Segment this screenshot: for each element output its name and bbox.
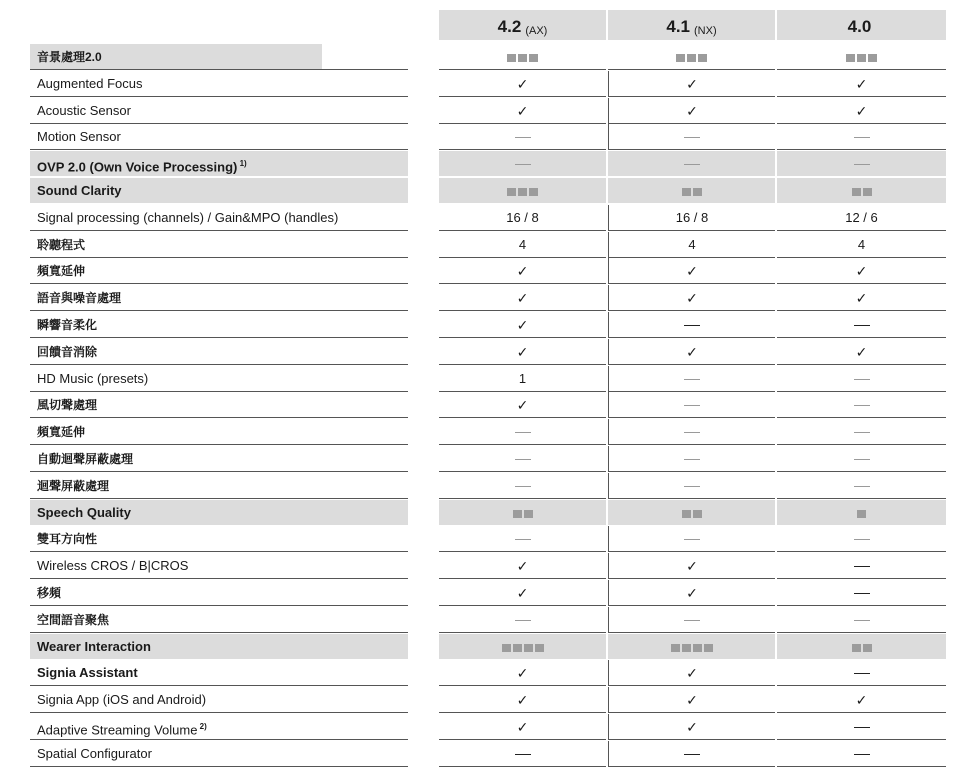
row-label: [30, 285, 408, 311]
checkmark-icon: ✓: [855, 290, 868, 306]
rating-bar: [529, 54, 538, 62]
rating-bar: [687, 54, 696, 62]
row-value-col-3: [777, 98, 946, 124]
row-label-text: 迴聲屏蔽處理: [37, 479, 110, 493]
cell-value: 16 / 8: [675, 210, 709, 225]
rating-bars-icon: [845, 45, 878, 71]
row-value-col-1: [439, 741, 606, 767]
row-label-text: 頻寬延伸: [37, 425, 86, 439]
cell-value: 16 / 8: [506, 210, 539, 225]
row-value-col-2: [608, 151, 775, 177]
row-value-col-3: [777, 285, 946, 311]
rating-bar: [857, 54, 866, 62]
row-label: [30, 178, 408, 204]
row-value-col-2: [608, 607, 775, 633]
row-value-col-3: [777, 446, 946, 472]
not-available-dash-icon: [515, 164, 531, 165]
row-label-text: Wearer Interaction: [37, 639, 151, 654]
not-available-dash-icon: [684, 164, 700, 165]
row-value-col-1: [439, 687, 606, 713]
checkmark-icon: ✓: [686, 665, 698, 681]
table-row: [30, 634, 946, 661]
not-available-dash-icon: [684, 432, 700, 433]
row-value-col-2: [608, 741, 775, 767]
row-label: [30, 232, 408, 258]
rating-bar: [529, 188, 538, 196]
cell-value: 1: [518, 371, 527, 386]
rating-bar: [676, 54, 685, 62]
row-value-col-2: [608, 419, 775, 445]
row-value-col-3: [777, 339, 946, 365]
rating-bars-icon: [670, 635, 714, 661]
row-label-text: Spatial Configurator: [37, 746, 152, 761]
row-value-col-1: [439, 580, 606, 606]
row-label-text: 雙耳方向性: [37, 532, 98, 546]
row-value-col-1: [439, 205, 606, 231]
row-value-col-1: [439, 151, 606, 177]
not-available-dash-icon: [854, 379, 870, 380]
row-label: [30, 151, 408, 177]
checkmark-icon: ✓: [516, 397, 529, 413]
row-label-text: 頻寬延伸: [37, 264, 86, 278]
row-value-col-3: [777, 553, 946, 579]
row-value-col-1: [439, 258, 606, 284]
row-label-text: 回饋音消除: [37, 345, 98, 359]
not-available-dash-icon: [854, 405, 870, 406]
rating-bar: [518, 54, 527, 62]
row-label-text: Wireless CROS / B|CROS: [37, 558, 189, 573]
row-label-text: 移頻: [37, 586, 62, 600]
checkmark-icon: ✓: [686, 585, 698, 601]
column-header-main: 4.2: [497, 17, 522, 36]
row-value-col-2: [608, 339, 775, 365]
rating-bar: [535, 644, 544, 652]
not-available-dash-icon: [684, 459, 700, 460]
checkmark-icon: ✓: [516, 263, 529, 279]
row-value-col-2: [608, 634, 775, 660]
row-label: [30, 312, 408, 338]
checkmark-icon: ✓: [686, 719, 698, 735]
row-value-col-2: [608, 660, 775, 686]
row-value-col-3: [777, 660, 946, 686]
row-value-col-3: [777, 500, 946, 526]
row-value-col-1: [439, 366, 606, 392]
row-label-text: 自動迴聲屏蔽處理: [37, 452, 134, 466]
rating-bar: [524, 510, 533, 518]
checkmark-icon: ✓: [855, 76, 868, 92]
row-value-col-2: [608, 178, 775, 204]
rating-bars-icon: [501, 635, 545, 661]
rating-bar: [693, 510, 702, 518]
row-value-col-2: [608, 392, 775, 418]
row-label: [30, 205, 408, 231]
not-available-dash-icon: [854, 673, 870, 674]
row-value-col-1: [439, 553, 606, 579]
rating-bar: [852, 188, 861, 196]
rating-bar: [518, 188, 527, 196]
row-value-col-1: [439, 392, 606, 418]
not-available-dash-icon: [854, 593, 870, 594]
checkmark-icon: ✓: [686, 558, 698, 574]
row-value-col-3: [777, 392, 946, 418]
row-value-col-2: [608, 553, 775, 579]
rating-bar: [693, 188, 702, 196]
row-value-col-3: [777, 178, 946, 204]
row-value-col-2: [608, 714, 775, 740]
not-available-dash-icon: [854, 325, 870, 326]
row-value-col-2: [608, 526, 775, 552]
footnote-marker: 1): [237, 159, 247, 168]
row-label-text: Acoustic Sensor: [37, 103, 131, 118]
table-row: [30, 741, 946, 768]
row-value-col-2: [608, 446, 775, 472]
row-label-text: HD Music (presets): [37, 371, 149, 386]
row-value-col-1: [439, 44, 606, 70]
row-label: [30, 660, 408, 686]
checkmark-icon: ✓: [516, 719, 529, 735]
row-value-col-3: [777, 634, 946, 660]
not-available-dash-icon: [854, 754, 870, 755]
row-label: [30, 500, 408, 526]
not-available-dash-icon: [684, 137, 700, 138]
row-value-col-3: [777, 741, 946, 767]
checkmark-icon: ✓: [516, 344, 529, 360]
checkmark-icon: ✓: [516, 585, 529, 601]
table-row: [30, 687, 946, 714]
row-value-col-1: [439, 660, 606, 686]
row-label-text: Adaptive Streaming Volume: [37, 722, 198, 738]
not-available-dash-icon: [854, 566, 870, 567]
cell-value: 12 / 6: [845, 210, 878, 225]
rating-bar: [693, 644, 702, 652]
not-available-dash-icon: [515, 539, 531, 540]
rating-bars-icon: [512, 501, 534, 527]
row-value-col-3: [777, 151, 946, 177]
row-value-col-2: [608, 98, 775, 124]
rating-bar: [502, 644, 511, 652]
row-label-text: Motion Sensor: [37, 129, 121, 144]
row-label-text: 語音與噪音處理: [37, 291, 122, 305]
row-value-col-3: [777, 526, 946, 552]
row-label: [30, 258, 408, 284]
table-row: [30, 98, 946, 125]
row-value-col-1: [439, 339, 606, 365]
checkmark-icon: ✓: [516, 76, 529, 92]
table-row: [30, 285, 946, 312]
not-available-dash-icon: [684, 620, 700, 621]
row-value-col-2: [608, 258, 775, 284]
not-available-dash-icon: [684, 379, 700, 380]
rating-bars-icon: [851, 635, 873, 661]
row-value-col-2: [608, 580, 775, 606]
row-label: [30, 392, 408, 418]
not-available-dash-icon: [854, 459, 870, 460]
row-value-col-2: [608, 687, 775, 713]
column-header-main: 4.0: [847, 17, 872, 36]
table-row: [30, 500, 946, 527]
checkmark-icon: ✓: [686, 290, 698, 306]
checkmark-icon: ✓: [855, 103, 868, 119]
row-label: [30, 98, 408, 124]
checkmark-icon: ✓: [855, 344, 868, 360]
row-label-text: Signia App (iOS and Android): [37, 692, 207, 707]
not-available-dash-icon: [854, 164, 870, 165]
row-value-col-3: [777, 44, 946, 70]
not-available-dash-icon: [684, 486, 700, 487]
row-label-text: 瞬響音柔化: [37, 318, 98, 332]
table-row: [30, 151, 946, 178]
row-value-col-1: [439, 714, 606, 740]
checkmark-icon: ✓: [516, 558, 529, 574]
checkmark-icon: ✓: [516, 317, 529, 333]
table-row: [30, 660, 946, 687]
row-value-col-1: [439, 232, 606, 258]
not-available-dash-icon: [684, 539, 700, 540]
rating-bar: [671, 644, 680, 652]
not-available-dash-icon: [854, 486, 870, 487]
checkmark-icon: ✓: [855, 692, 868, 708]
row-label: [30, 526, 408, 552]
row-label: [30, 339, 408, 365]
row-value-col-2: [608, 366, 775, 392]
row-label: [30, 714, 408, 740]
row-value-col-2: [608, 285, 775, 311]
row-label-text: 聆聽程式: [37, 238, 86, 252]
row-value-col-3: [777, 71, 946, 97]
row-value-col-3: [777, 258, 946, 284]
rating-bar: [868, 54, 877, 62]
rating-bars-icon: [506, 45, 539, 71]
row-label: [30, 687, 408, 713]
row-value-col-1: [439, 98, 606, 124]
row-label-text: OVP 2.0 (Own Voice Processing): [37, 159, 238, 175]
row-value-col-2: [608, 44, 775, 70]
column-header-main: 4.1: [666, 17, 691, 36]
table-row: [30, 366, 946, 393]
checkmark-icon: ✓: [686, 263, 698, 279]
row-value-col-2: [608, 312, 775, 338]
rating-bar: [524, 644, 533, 652]
table-row: [30, 178, 946, 205]
not-available-dash-icon: [684, 754, 700, 755]
table-row: [30, 473, 946, 500]
not-available-dash-icon: [854, 539, 870, 540]
checkmark-icon: ✓: [686, 692, 698, 708]
table-row: [30, 71, 946, 98]
row-value-col-2: [608, 500, 775, 526]
row-value-col-3: [777, 205, 946, 231]
cell-value: 4: [688, 237, 696, 252]
table-row: [30, 419, 946, 446]
table-row: [30, 607, 946, 634]
table-row: [30, 124, 946, 151]
row-value-col-3: [777, 124, 946, 150]
row-label: [30, 580, 408, 606]
row-value-col-2: [608, 232, 775, 258]
row-value-col-1: [439, 178, 606, 204]
row-label: [30, 419, 408, 445]
footnote-marker: 2): [197, 722, 207, 731]
row-label-text: 音景處理2.0: [37, 50, 102, 64]
rating-bar: [682, 188, 691, 196]
table-row: [30, 339, 946, 366]
not-available-dash-icon: [515, 137, 531, 138]
not-available-dash-icon: [515, 432, 531, 433]
row-label-text: Signal processing (channels) / Gain&MPO (handles): [37, 210, 339, 225]
checkmark-icon: ✓: [516, 290, 529, 306]
not-available-dash-icon: [515, 620, 531, 621]
rating-bar: [846, 54, 855, 62]
row-value-col-3: [777, 232, 946, 258]
not-available-dash-icon: [515, 754, 531, 755]
rating-bar: [507, 54, 516, 62]
cell-value: 4: [518, 237, 527, 252]
row-label: [30, 44, 408, 70]
row-label: [30, 473, 408, 499]
not-available-dash-icon: [854, 620, 870, 621]
row-value-col-2: [608, 71, 775, 97]
table-row: [30, 553, 946, 580]
row-label-text: Augmented Focus: [37, 76, 143, 91]
rating-bars-icon: [675, 45, 708, 71]
row-value-col-1: [439, 419, 606, 445]
checkmark-icon: ✓: [516, 103, 529, 119]
row-value-col-3: [777, 473, 946, 499]
row-label: [30, 446, 408, 472]
row-label-text: Speech Quality: [37, 505, 131, 520]
row-value-col-1: [439, 473, 606, 499]
row-value-col-1: [439, 446, 606, 472]
rating-bars-icon: [851, 179, 873, 205]
not-available-dash-icon: [854, 432, 870, 433]
row-value-col-1: [439, 285, 606, 311]
row-label: [30, 607, 408, 633]
table-row: [30, 232, 946, 259]
rating-bar: [704, 644, 713, 652]
rating-bar: [698, 54, 707, 62]
row-value-col-3: [777, 580, 946, 606]
row-label-text: Signia Assistant: [37, 665, 138, 680]
rating-bar: [863, 188, 872, 196]
column-header-4-1: [608, 10, 775, 40]
table-row: [30, 526, 946, 553]
row-value-col-3: [777, 687, 946, 713]
row-label: [30, 553, 408, 579]
row-value-col-3: [777, 607, 946, 633]
rating-bar: [857, 510, 866, 518]
checkmark-icon: ✓: [686, 103, 698, 119]
row-value-col-1: [439, 607, 606, 633]
row-value-col-2: [608, 205, 775, 231]
row-value-col-1: [439, 312, 606, 338]
row-value-col-3: [777, 714, 946, 740]
checkmark-icon: ✓: [855, 263, 868, 279]
rating-bars-icon: [681, 179, 703, 205]
not-available-dash-icon: [515, 486, 531, 487]
rating-bar: [682, 644, 691, 652]
row-value-col-3: [777, 312, 946, 338]
rating-bar: [863, 644, 872, 652]
rating-bar: [682, 510, 691, 518]
row-label: [30, 71, 408, 97]
row-value-col-2: [608, 473, 775, 499]
rating-bars-icon: [681, 501, 703, 527]
table-row: [30, 446, 946, 473]
cell-value: 4: [857, 237, 866, 252]
table-row: [30, 44, 946, 71]
row-value-col-1: [439, 500, 606, 526]
rating-bar: [513, 510, 522, 518]
not-available-dash-icon: [684, 325, 700, 326]
row-value-col-2: [608, 124, 775, 150]
column-header-sub: (AX): [525, 25, 548, 37]
row-value-col-1: [439, 526, 606, 552]
row-label-text: 風切聲處理: [37, 398, 98, 412]
column-header-4-2: [439, 10, 606, 40]
not-available-dash-icon: [854, 137, 870, 138]
row-label: [30, 741, 408, 767]
rating-bars-icon: [506, 179, 539, 205]
rating-bars-icon: [856, 501, 867, 527]
table-row: [30, 258, 946, 285]
table-row: [30, 580, 946, 607]
checkmark-icon: ✓: [686, 76, 698, 92]
row-value-col-1: [439, 634, 606, 660]
rating-bar: [513, 644, 522, 652]
table-row: [30, 312, 946, 339]
checkmark-icon: ✓: [516, 692, 529, 708]
row-value-col-3: [777, 366, 946, 392]
column-header-sub: (NX): [694, 25, 717, 37]
table-row: [30, 205, 946, 232]
rating-bar: [507, 188, 516, 196]
checkmark-icon: ✓: [516, 665, 529, 681]
row-label-text: 空間語音聚焦: [37, 613, 110, 627]
table-row: [30, 392, 946, 419]
rating-bar: [852, 644, 861, 652]
not-available-dash-icon: [684, 405, 700, 406]
column-header-4-0: [777, 10, 946, 40]
row-value-col-1: [439, 124, 606, 150]
checkmark-icon: ✓: [686, 344, 698, 360]
row-value-col-1: [439, 71, 606, 97]
row-value-col-3: [777, 419, 946, 445]
not-available-dash-icon: [854, 727, 870, 728]
row-label: [30, 366, 408, 392]
row-label-text: Sound Clarity: [37, 183, 122, 198]
not-available-dash-icon: [515, 459, 531, 460]
row-label: [30, 634, 408, 660]
table-row: [30, 714, 946, 741]
row-label: [30, 124, 408, 150]
